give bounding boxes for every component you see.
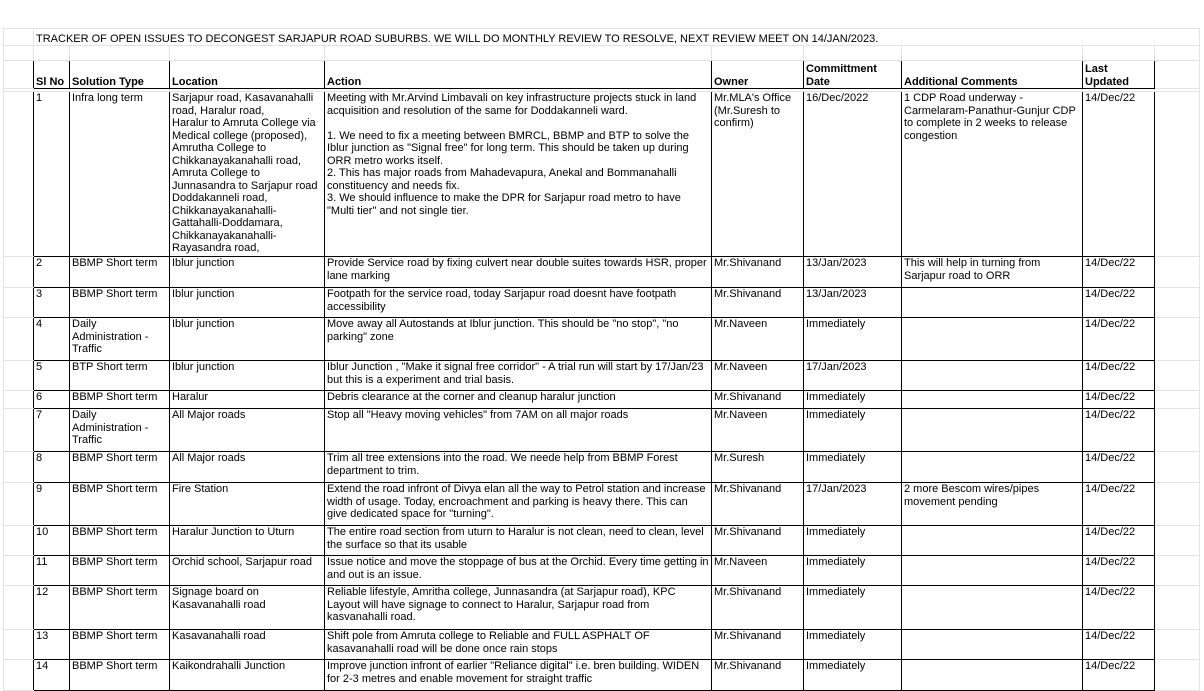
row-header-cell xyxy=(4,391,34,409)
cell-action[interactable]: Move away all Autostands at Iblur junction. This should be "no stop", "no parking" zone xyxy=(325,318,712,361)
cell-owner[interactable]: Mr.Naveen xyxy=(712,409,804,452)
cell-last-updated[interactable]: 14/Dec/22 xyxy=(1083,257,1155,288)
cell-additional-comments[interactable] xyxy=(902,452,1083,483)
cell-commitment-date[interactable]: 16/Dec/2022 xyxy=(804,92,902,257)
title-row xyxy=(4,29,1200,46)
table-row xyxy=(4,391,1200,409)
tracker-table xyxy=(3,28,1200,691)
row-header-cell xyxy=(4,92,34,257)
cell-commitment-date[interactable]: Immediately xyxy=(804,660,902,691)
empty-cell xyxy=(1155,483,1200,526)
row-header-cell xyxy=(4,526,34,556)
cell-commitment-date[interactable]: 13/Jan/2023 xyxy=(804,257,902,288)
cell-sl-no[interactable]: 4 xyxy=(34,318,70,361)
cell-owner[interactable]: Mr.Shivanand xyxy=(712,586,804,630)
cell-additional-comments[interactable] xyxy=(902,288,1083,318)
cell-commitment-date[interactable]: Immediately xyxy=(804,452,902,483)
cell-action[interactable]: Provide Service road by fixing culvert near double suites towards HSR, proper lane marking xyxy=(325,257,712,288)
row-header-cell xyxy=(4,556,34,586)
cell-solution-type[interactable]: BBMP Short term xyxy=(70,526,170,556)
cell-commitment-date[interactable]: Immediately xyxy=(804,526,902,556)
empty-cell xyxy=(1155,391,1200,409)
cell-commitment-date[interactable]: 17/Jan/2023 xyxy=(804,483,902,526)
cell-location[interactable]: Signage board on Kasavanahalli road xyxy=(170,586,325,630)
empty-cell xyxy=(1155,526,1200,556)
table-row xyxy=(4,556,1200,586)
table-row xyxy=(4,318,1200,361)
header-owner[interactable]: Owner xyxy=(712,61,804,89)
cell-last-updated[interactable]: 14/Dec/22 xyxy=(1083,361,1155,391)
cell-additional-comments[interactable]: 2 more Bescom wires/pipes movement pending xyxy=(902,483,1083,526)
table-row xyxy=(4,92,1200,257)
cell-commitment-date[interactable]: Immediately xyxy=(804,556,902,586)
cell-last-updated[interactable]: 14/Dec/22 xyxy=(1083,452,1155,483)
cell-action[interactable]: Debris clearance at the corner and cleanup haralur junction xyxy=(325,391,712,409)
row-header-cell xyxy=(4,483,34,526)
cell-last-updated[interactable]: 14/Dec/22 xyxy=(1083,391,1155,409)
cell-location[interactable]: Sarjapur road, Kasavanahalli road, Haralur road, Haralur to Amruta College via Medical college (proposed), Amrutha College to Chikkanayakanahalli road, Amruta College to Junnasandra to Sarjapur road Doddakanneli road, Chikkanayakanahalli-Gattahalli-Doddamara, Chikkanayakanahalli-Rayasandra road, xyxy=(170,92,325,257)
cell-solution-type[interactable]: BBMP Short term xyxy=(70,556,170,586)
cell-sl-no[interactable]: 12 xyxy=(34,586,70,630)
table-row xyxy=(4,483,1200,526)
table-row xyxy=(4,361,1200,391)
cell-solution-type[interactable]: BBMP Short term xyxy=(70,391,170,409)
cell-location[interactable]: Haralur xyxy=(170,391,325,409)
header-last-updated[interactable]: Last Updated xyxy=(1083,61,1155,89)
cell-solution-type[interactable]: BBMP Short term xyxy=(70,630,170,660)
cell-solution-type[interactable]: BBMP Short term xyxy=(70,257,170,288)
cell-owner[interactable]: Mr.Shivanand xyxy=(712,257,804,288)
cell-commitment-date[interactable]: Immediately xyxy=(804,318,902,361)
cell-sl-no[interactable]: 10 xyxy=(34,526,70,556)
cell-action[interactable]: Meeting with Mr.Arvind Limbavali on key infrastructure projects stuck in land acquisition and resolution of the same for Doddakanneli ward. 1. We need to fix a meeting between BMRCL, BBMP and BTP to solve the Iblur junction as "Signal free" for long term. This should be taken up during ORR metro works itself. 2. This has major roads from Mahadevapura, Anekal and Bommanahalli constituency and needs fix. 3. We should influence to make the DPR for Sarjapur road metro to have "Multi tier" and not single tier. xyxy=(325,92,712,257)
cell-additional-comments[interactable] xyxy=(902,361,1083,391)
cell-owner[interactable]: Mr.Shivanand xyxy=(712,630,804,660)
cell-sl-no[interactable]: 1 xyxy=(34,92,70,257)
cell-last-updated[interactable]: 14/Dec/22 xyxy=(1083,483,1155,526)
cell-last-updated[interactable]: 14/Dec/22 xyxy=(1083,288,1155,318)
row-header-cell xyxy=(4,452,34,483)
header-additional-comments[interactable]: Additional Comments xyxy=(902,61,1083,89)
cell-sl-no[interactable]: 13 xyxy=(34,630,70,660)
header-action[interactable]: Action xyxy=(325,61,712,89)
cell-solution-type[interactable]: BBMP Short term xyxy=(70,288,170,318)
row-header-cell xyxy=(4,660,34,691)
empty-cell xyxy=(1155,586,1200,630)
cell-location[interactable]: Iblur junction xyxy=(170,257,325,288)
cell-owner[interactable]: Mr.Shivanand xyxy=(712,660,804,691)
cell-action[interactable]: Shift pole from Amruta college to Reliable and FULL ASPHALT OF kasavanahalli road will be done once rain stops xyxy=(325,630,712,660)
cell-last-updated[interactable]: 14/Dec/22 xyxy=(1083,318,1155,361)
header-commitment-date[interactable]: Committment Date xyxy=(804,61,902,89)
cell-additional-comments[interactable] xyxy=(902,630,1083,660)
cell-action[interactable]: Improve junction infront of earlier "Reliance digital" i.e. bren building. WIDEN for 2-3 metres and enable movement for straight traffic xyxy=(325,660,712,691)
cell-owner[interactable]: Mr.Shivanand xyxy=(712,526,804,556)
table-row xyxy=(4,586,1200,630)
row-header-cell xyxy=(4,257,34,288)
empty-cell xyxy=(1155,318,1200,361)
empty-cell xyxy=(1155,92,1200,257)
cell-sl-no[interactable]: 11 xyxy=(34,556,70,586)
cell-location[interactable]: Fire Station xyxy=(170,483,325,526)
cell-sl-no[interactable]: 3 xyxy=(34,288,70,318)
cell-commitment-date[interactable]: Immediately xyxy=(804,391,902,409)
cell-additional-comments[interactable] xyxy=(902,526,1083,556)
row-header-cell xyxy=(4,29,34,46)
empty-cell xyxy=(1155,630,1200,660)
sheet-title[interactable]: TRACKER OF OPEN ISSUES TO DECONGEST SARJAPUR ROAD SUBURBS. WE WILL DO MONTHLY REVIEW TO RESOLVE, NEXT REVIEW MEET ON 14/JAN/2023. xyxy=(34,29,1200,46)
cell-commitment-date[interactable]: Immediately xyxy=(804,409,902,452)
empty-cell xyxy=(1155,556,1200,586)
header-row xyxy=(4,61,1200,89)
empty-cell xyxy=(1155,409,1200,452)
row-header-cell xyxy=(4,409,34,452)
cell-last-updated[interactable]: 14/Dec/22 xyxy=(1083,556,1155,586)
spreadsheet xyxy=(3,28,1200,691)
cell-location[interactable]: All Major roads xyxy=(170,409,325,452)
cell-sl-no[interactable]: 5 xyxy=(34,361,70,391)
empty-cell xyxy=(1155,288,1200,318)
table-row xyxy=(4,452,1200,483)
row-header-cell xyxy=(4,630,34,660)
cell-location[interactable]: Kaikondrahalli Junction xyxy=(170,660,325,691)
cell-owner[interactable]: Mr.Shivanand xyxy=(712,288,804,318)
cell-action[interactable]: Iblur Junction , "Make it signal free corridor" - A trial run will start by 17/Jan/23 but this is a experiment and trial basis. xyxy=(325,361,712,391)
row-header-cell xyxy=(4,288,34,318)
cell-action[interactable]: Stop all "Heavy moving vehicles" from 7AM on all major roads xyxy=(325,409,712,452)
cell-solution-type[interactable]: BBMP Short term xyxy=(70,660,170,691)
cell-additional-comments[interactable] xyxy=(902,556,1083,586)
cell-solution-type[interactable]: BBMP Short term xyxy=(70,483,170,526)
cell-commitment-date[interactable]: 17/Jan/2023 xyxy=(804,361,902,391)
table-row xyxy=(4,630,1200,660)
cell-location[interactable]: Iblur junction xyxy=(170,361,325,391)
empty-cell xyxy=(1155,361,1200,391)
cell-sl-no[interactable]: 6 xyxy=(34,391,70,409)
cell-sl-no[interactable]: 2 xyxy=(34,257,70,288)
cell-action[interactable]: Issue notice and move the stoppage of bus at the Orchid. Every time getting in and out is an issue. xyxy=(325,556,712,586)
cell-sl-no[interactable]: 14 xyxy=(34,660,70,691)
cell-solution-type[interactable]: Daily Administration - Traffic xyxy=(70,318,170,361)
cell-action[interactable]: Footpath for the service road, today Sarjapur road doesnt have footpath accessibility xyxy=(325,288,712,318)
cell-owner[interactable]: Mr.Naveen xyxy=(712,318,804,361)
table-row xyxy=(4,288,1200,318)
cell-location[interactable]: All Major roads xyxy=(170,452,325,483)
cell-location[interactable]: Iblur junction xyxy=(170,318,325,361)
table-row xyxy=(4,526,1200,556)
cell-commitment-date[interactable]: Immediately xyxy=(804,630,902,660)
cell-solution-type[interactable]: BBMP Short term xyxy=(70,586,170,630)
cell-solution-type[interactable]: Infra long term xyxy=(70,92,170,257)
cell-commitment-date[interactable]: 13/Jan/2023 xyxy=(804,288,902,318)
cell-owner[interactable]: Mr.Shivanand xyxy=(712,483,804,526)
cell-last-updated[interactable]: 14/Dec/22 xyxy=(1083,630,1155,660)
cell-location[interactable]: Kasavanahalli road xyxy=(170,630,325,660)
cell-last-updated[interactable]: 14/Dec/22 xyxy=(1083,409,1155,452)
row-header-cell xyxy=(4,318,34,361)
header-location[interactable]: Location xyxy=(170,61,325,89)
cell-solution-type[interactable]: BTP Short term xyxy=(70,361,170,391)
cell-last-updated[interactable]: 14/Dec/22 xyxy=(1083,526,1155,556)
empty-cell xyxy=(1155,257,1200,288)
cell-additional-comments[interactable] xyxy=(902,409,1083,452)
cell-action[interactable]: Trim all tree extensions into the road. We neede help from BBMP Forest department to trim. xyxy=(325,452,712,483)
cell-solution-type[interactable]: BBMP Short term xyxy=(70,452,170,483)
cell-sl-no[interactable]: 9 xyxy=(34,483,70,526)
table-row xyxy=(4,409,1200,452)
cell-additional-comments[interactable] xyxy=(902,318,1083,361)
cell-owner[interactable]: Mr.Suresh xyxy=(712,452,804,483)
cell-location[interactable]: Orchid school, Sarjapur road xyxy=(170,556,325,586)
cell-owner[interactable]: Mr.Shivanand xyxy=(712,391,804,409)
empty-cell xyxy=(1155,660,1200,691)
cell-additional-comments[interactable]: This will help in turning from Sarjapur road to ORR xyxy=(902,257,1083,288)
cell-owner[interactable]: Mr.Naveen xyxy=(712,361,804,391)
header-solution-type[interactable]: Solution Type xyxy=(70,61,170,89)
cell-location[interactable]: Haralur Junction to Uturn xyxy=(170,526,325,556)
cell-action[interactable]: The entire road section from uturn to Haralur is not clean, need to clean, level the surface so that its usable xyxy=(325,526,712,556)
cell-additional-comments[interactable] xyxy=(902,660,1083,691)
cell-last-updated[interactable]: 14/Dec/22 xyxy=(1083,92,1155,257)
cell-owner[interactable]: Mr.MLA's Office (Mr.Suresh to confirm) xyxy=(712,92,804,257)
cell-last-updated[interactable]: 14/Dec/22 xyxy=(1083,660,1155,691)
cell-location[interactable]: Iblur junction xyxy=(170,288,325,318)
cell-owner[interactable]: Mr.Naveen xyxy=(712,556,804,586)
cell-additional-comments[interactable] xyxy=(902,586,1083,630)
cell-additional-comments[interactable]: 1 CDP Road underway - Carmelaram-Panathur-Gunjur CDP to complete in 2 weeks to release congestion xyxy=(902,92,1083,257)
cell-last-updated[interactable]: 14/Dec/22 xyxy=(1083,586,1155,630)
header-sl-no[interactable]: Sl No xyxy=(34,61,70,89)
empty-cell xyxy=(1155,452,1200,483)
blank-row xyxy=(4,46,1200,61)
cell-additional-comments[interactable] xyxy=(902,391,1083,409)
cell-sl-no[interactable]: 8 xyxy=(34,452,70,483)
row-header-cell xyxy=(4,361,34,391)
table-row xyxy=(4,660,1200,691)
cell-action[interactable]: Extend the road infront of Divya elan all the way to Petrol station and increase width of usage. Today, encroachment and parking is heavy there. This can give dedicated space for "turning". xyxy=(325,483,712,526)
row-header-cell xyxy=(4,586,34,630)
cell-action[interactable]: Reliable lifestyle, Amritha college, Junnasandra (at Sarjapur road), KPC Layout will have signage to connect to Haralur, Sarjapur road from kasvanahalli road. xyxy=(325,586,712,630)
cell-solution-type[interactable]: Daily Administration - Traffic xyxy=(70,409,170,452)
cell-sl-no[interactable]: 7 xyxy=(34,409,70,452)
table-row xyxy=(4,257,1200,288)
cell-commitment-date[interactable]: Immediately xyxy=(804,586,902,630)
